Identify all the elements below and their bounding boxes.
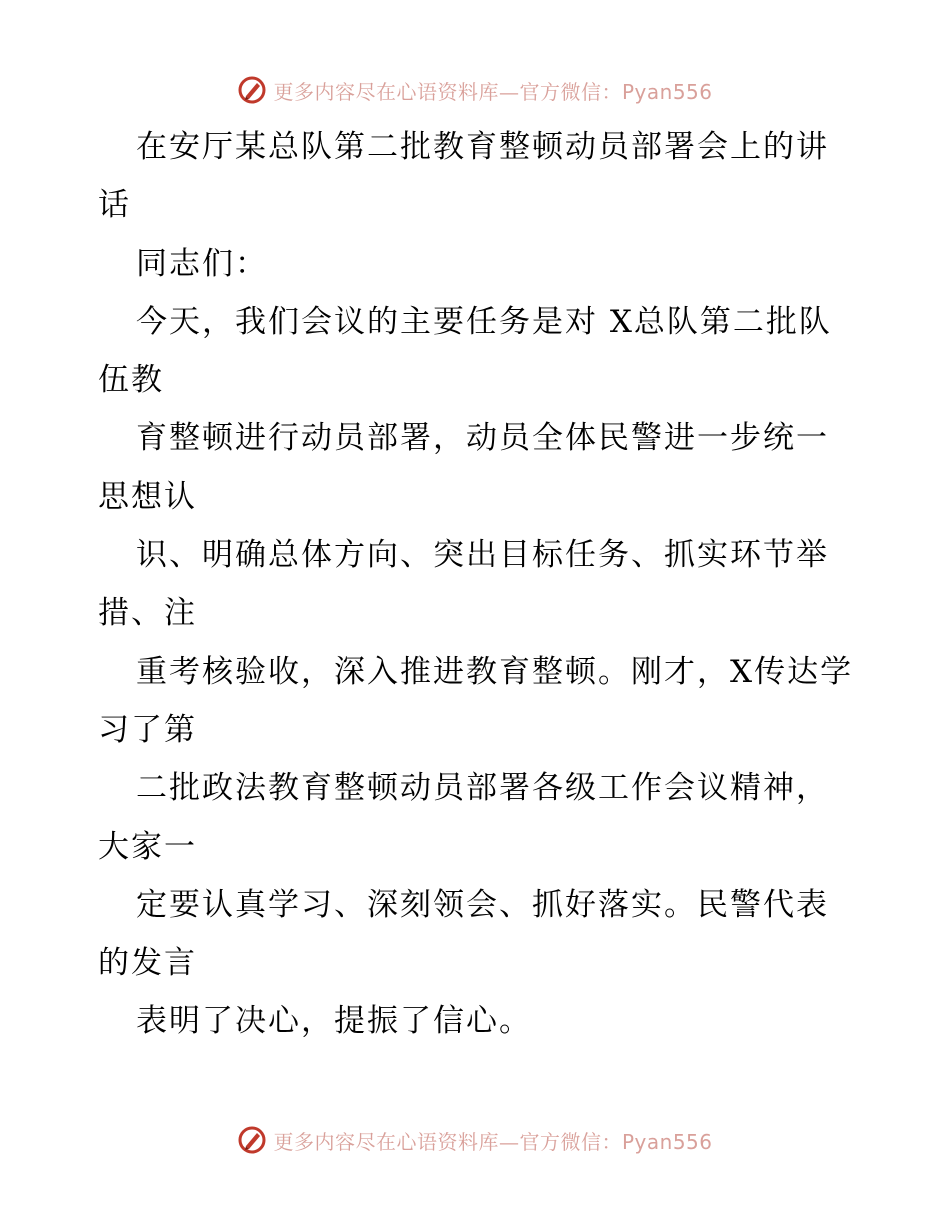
body-line: 表明了决心，提振了信心。 <box>136 1003 532 1040</box>
wechat-id: Pyan556 <box>621 1129 713 1154</box>
watermark-text: 更多内容尽在心语资料库—官方微信：Pyan556 <box>273 1129 713 1154</box>
salutation: 同志们： <box>136 245 268 282</box>
body-line: 今天，我们会议的主要任务是对 X总队第二批队伍教 <box>98 303 832 399</box>
footer-watermark <box>0 1120 950 1160</box>
pen-logo-icon <box>237 1125 267 1155</box>
body-line: 二批政法教育整顿动员部署各级工作会议精神，大家一 <box>98 770 829 865</box>
speech-title: 在安厅某总队第二批教育整顿动员部署会上的讲话 <box>98 129 829 224</box>
wechat-id: Pyan556 <box>621 79 713 104</box>
body-line: 识、明确总体方向、突出目标任务、抓实环节举措、注 <box>98 537 829 632</box>
pen-logo-icon <box>237 75 267 105</box>
body-line: 定要认真学习、深刻领会、抓好落实。民警代表的发言 <box>98 886 829 982</box>
body-line: 育整顿进行动员部署，动员全体民警进一步统一思想认 <box>98 420 829 515</box>
header-watermark <box>0 70 950 110</box>
document-body <box>98 118 858 1051</box>
watermark-text: 更多内容尽在心语资料库—官方微信：Pyan556 <box>273 79 713 104</box>
body-line: 重考核验收，深入推进教育整顿。刚才，X传达学习了第 <box>98 653 854 748</box>
